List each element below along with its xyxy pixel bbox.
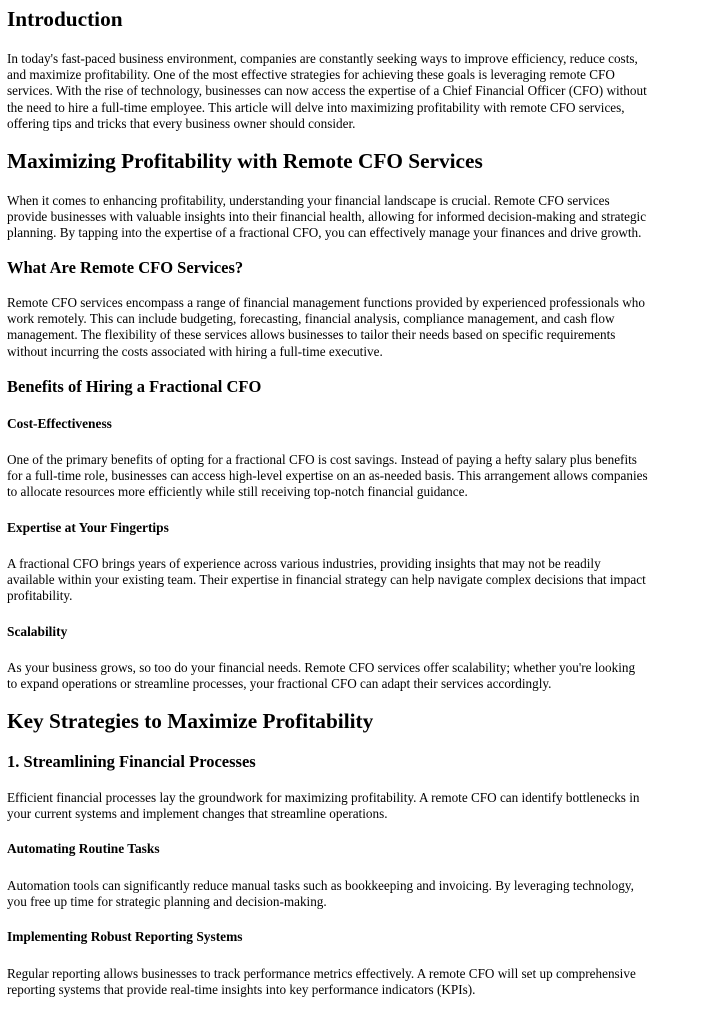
paragraph-line: work remotely. This can include budgeting, forecasting, financial analysis, compliance management, and cash flow	[7, 311, 615, 326]
paragraph-line: reporting systems that provide real-time insights into key performance indicators (KPIs).	[7, 982, 476, 997]
paragraph-line: As your business grows, so too do your financial needs. Remote CFO services offer scalability; whether you're looking	[7, 660, 636, 675]
heading-cost-effectiveness: Cost-Effectiveness	[7, 416, 112, 431]
paragraph-line: Automation tools can significantly reduce manual tasks such as bookkeeping and invoicing. By leveraging technology,	[7, 878, 634, 893]
paragraph-line: available within your existing team. Their expertise in financial strategy can help navigate complex decisions that impact	[7, 572, 646, 587]
heading-maximizing-profitability: Maximizing Profitability with Remote CFO Services	[7, 149, 483, 173]
paragraph-line: your current systems and implement changes that streamline operations.	[7, 806, 388, 821]
paragraph-line: In today's fast-paced business environment, companies are constantly seeking ways to improve efficiency, reduce costs,	[7, 51, 638, 66]
paragraph-line: offering tips and tricks that every business owner should consider.	[7, 116, 356, 131]
paragraph-line: without incurring the costs associated with hiring a full-time executive.	[7, 344, 383, 359]
paragraph-line: One of the primary benefits of opting for a fractional CFO is cost savings. Instead of paying a hefty salary plus benefits	[7, 452, 637, 467]
paragraph-line: A fractional CFO brings years of experience across various industries, providing insights that may not be readily	[7, 556, 601, 571]
heading-scalability: Scalability	[7, 624, 68, 639]
paragraph-line: and maximize profitability. One of the most effective strategies for achieving these goals is leveraging remote CFO	[7, 67, 615, 82]
paragraph-line: the need to hire a full-time employee. This article will delve into maximizing profitability with remote CFO services,	[7, 100, 625, 115]
paragraph-line: management. The flexibility of these services allows businesses to tailor their needs based on specific requirements	[7, 327, 616, 342]
paragraph-line: you free up time for strategic planning and decision-making.	[7, 894, 327, 909]
heading-introduction: Introduction	[7, 7, 123, 31]
heading-what-are-remote-cfo-services: What Are Remote CFO Services?	[7, 258, 244, 277]
paragraph-line: Regular reporting allows businesses to track performance metrics effectively. A remote CFO will set up comprehensive	[7, 966, 636, 981]
paragraph-line: Remote CFO services encompass a range of financial management functions provided by experienced professionals who	[7, 295, 645, 310]
heading-reporting: Implementing Robust Reporting Systems	[7, 929, 243, 944]
paragraph-line: for a full-time role, businesses can access high-level expertise on an as-needed basis. This arrangement allows companies	[7, 468, 648, 483]
heading-benefits: Benefits of Hiring a Fractional CFO	[7, 377, 262, 396]
paragraph-line: provide businesses with valuable insights into their financial health, allowing for informed decision-making and strategic	[7, 209, 647, 224]
heading-expertise: Expertise at Your Fingertips	[7, 520, 169, 535]
paragraph-line: Efficient financial processes lay the groundwork for maximizing profitability. A remote CFO can identify bottlenecks in	[7, 790, 640, 805]
heading-streamlining: 1. Streamlining Financial Processes	[7, 752, 256, 771]
paragraph-line: planning. By tapping into the expertise of a fractional CFO, you can effectively manage your finances and drive growth.	[7, 225, 642, 240]
paragraph-line: services. With the rise of technology, businesses can now access the expertise of a Chief Financial Officer (CFO) without	[7, 83, 647, 98]
paragraph-line: When it comes to enhancing profitability, understanding your financial landscape is crucial. Remote CFO services	[7, 193, 610, 208]
paragraph-line: profitability.	[7, 588, 73, 603]
paragraph-line: to expand operations or streamline processes, your fractional CFO can adapt their services accordingly.	[7, 676, 552, 691]
heading-key-strategies: Key Strategies to Maximize Profitability	[7, 709, 374, 733]
heading-automating: Automating Routine Tasks	[7, 841, 160, 856]
paragraph-line: to allocate resources more efficiently while still receiving top-notch financial guidance.	[7, 484, 468, 499]
